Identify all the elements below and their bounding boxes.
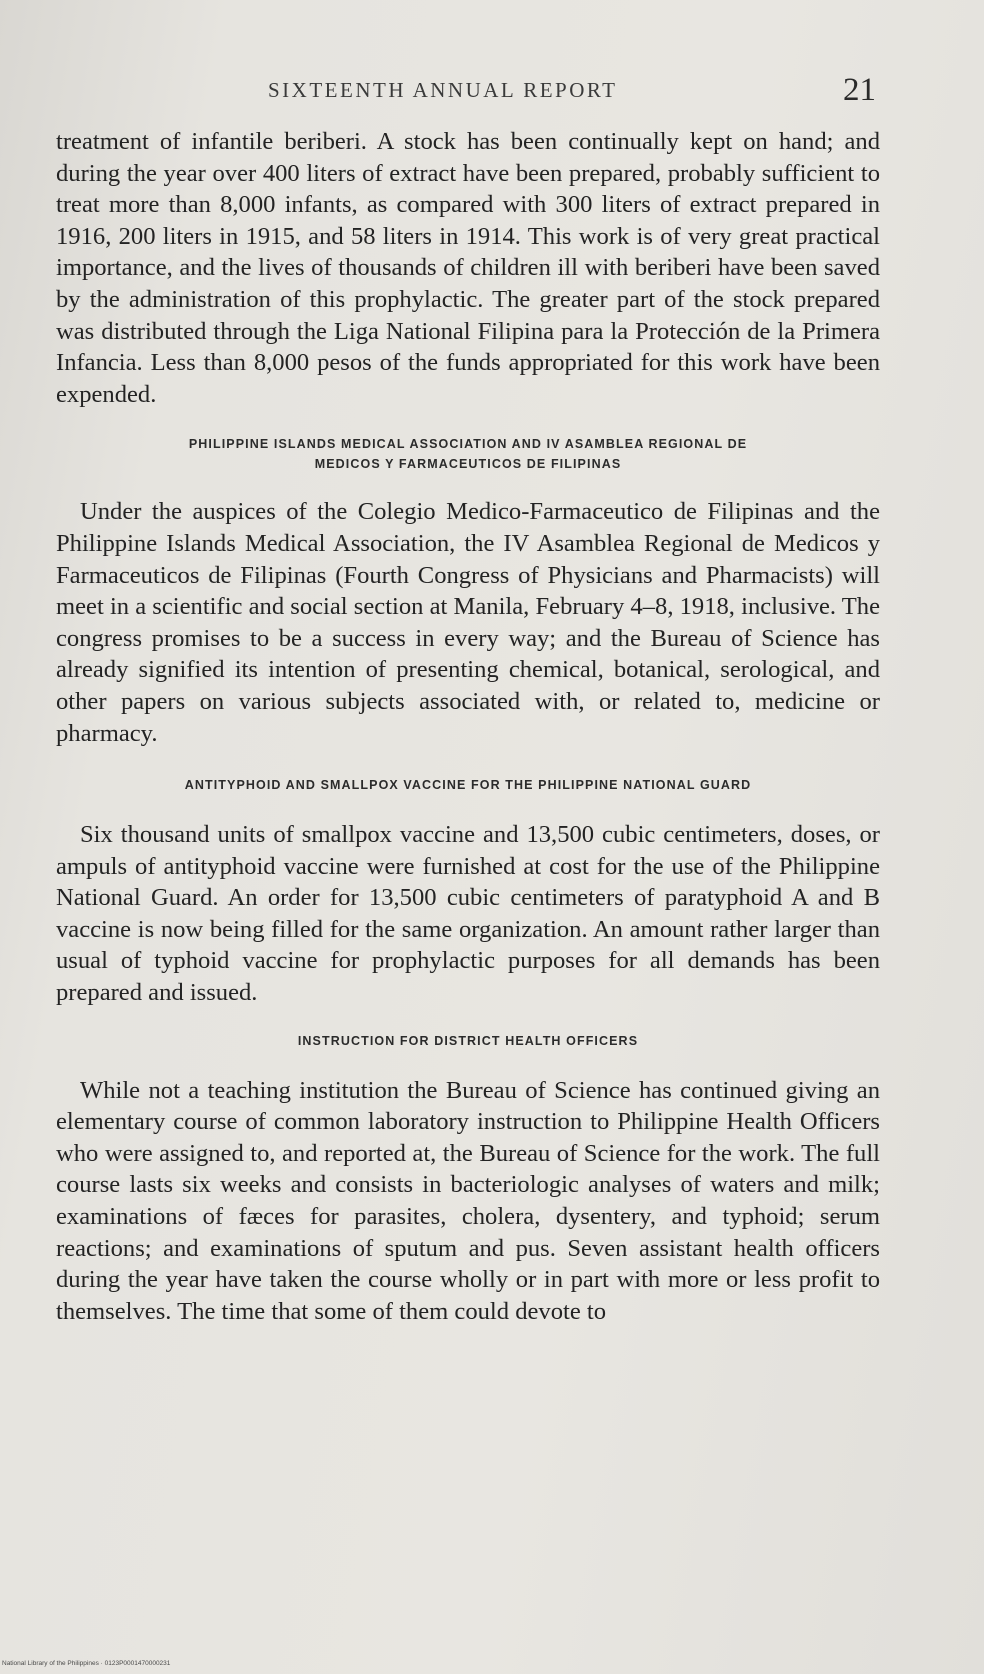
heading-medical-association-line2: MEDICOS Y FARMACEUTICOS DE FILIPINAS [314,457,622,472]
heading-vaccine: ANTITYPHOID AND SMALLPOX VACCINE FOR THE PHILIPPINE NATIONAL GUARD [184,778,752,793]
paragraph-instruction: While not a teaching institution the Bureau of Science has continued giving an elementary course of common laboratory instruction to Philippine Health Officers who were assigned to, and reported at, the Bureau of Science for the work. The full course lasts six weeks and consists in bacteriologic analyses of waters and milk; examinations of fæces for parasites, cholera, dysentery, and typhoid; serum reactions; and examinations of sputum and pus. Seven assistant health officers during the year have taken the course wholly or in part with more or less profit to themselves. The time that some of them could devote to [56,1076,880,1325]
paragraph-beriberi: treatment of infantile beriberi. A stock has been continually kept on hand; and during the year over 400 liters of extract have been prepared, probably sufficient to treat more than 8,000 infants, as compared with 300 liters of extract prepared in 1916, 200 liters in 1915, and 58 liters in 1914. This work is of very great practical importance, and the lives of thousands of children ill with beriberi have been saved by the administration of this prophylactic. The greater part of the stock prepared was distributed through the Liga National Filipina para la Protección de la Primera Infancia. Less than 8,000 pesos of the funds appropriated for this work have been expended. [56,128,880,408]
scan-credit: National Library of the Philippines · 0123P0001470000231 [2,1660,171,1667]
running-head [0,72,984,112]
paragraph-congress: Under the auspices of the Colegio Medico-Farmaceutico de Filipinas and the Philippine Islands Medical Association, the IV Asamblea Regional de Medicos y Farmaceuticos de Filipinas (Fourth Congress of Physicians and Pharmacists) will meet in a scientific and social section at Manila, February 4–8, 1918, inclusive. The congress promises to be a success in every way; and the Bureau of Science has already signified its intention of presenting chemical, botanical, serological, and other papers on various subjects associated with, or related to, medicine or pharmacy. [56,498,880,747]
paragraph-vaccine: Six thousand units of smallpox vaccine and 13,500 cubic centimeters, doses, or ampuls of antityphoid vaccine were furnished at cost for the use of the Philippine National Guard. An order for 13,500 cubic centimeters of paratyphoid A and B vaccine is now being filled for the same organization. An amount rather larger than usual of typhoid vaccine for prophylactic purposes for all demands has been prepared and issued. [56,821,880,1007]
heading-medical-association-line1: PHILIPPINE ISLANDS MEDICAL ASSOCIATION AND IV ASAMBLEA REGIONAL DE [188,437,748,452]
page-body [56,126,880,1327]
page-number: 21 [843,72,876,108]
heading-instruction: INSTRUCTION FOR DISTRICT HEALTH OFFICERS [297,1033,639,1048]
heading-medical-association [56,434,880,474]
running-head-title: SIXTEENTH ANNUAL REPORT [268,78,618,102]
